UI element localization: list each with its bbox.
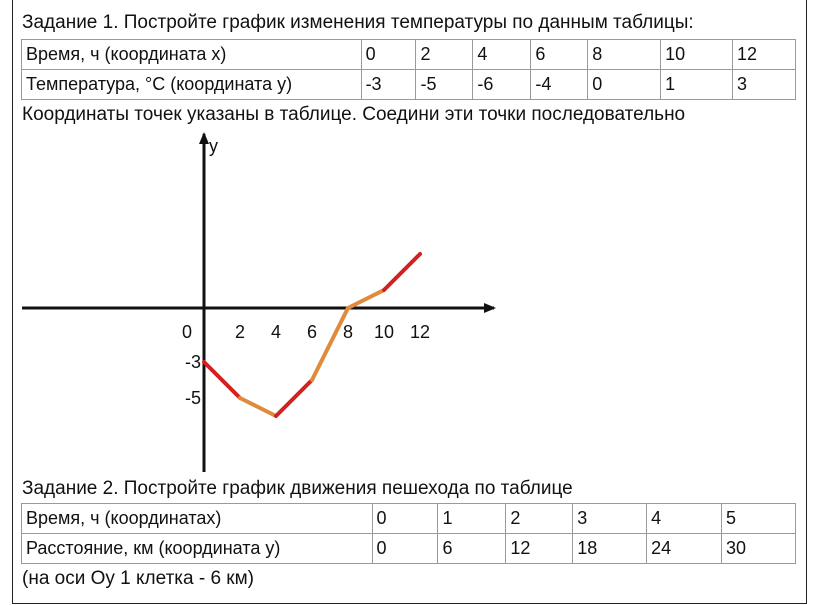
task2-x-cell: 4	[647, 504, 722, 534]
task1-x-cell: 2	[416, 40, 473, 70]
x-tick-label: 12	[409, 322, 431, 342]
task2-x-cell: 1	[438, 504, 506, 534]
line-segment	[276, 380, 312, 416]
task2-row-time-label: Время, ч (координатах)	[22, 504, 373, 534]
task1-row-temperature-label: Температура, °С (координата у)	[22, 70, 362, 100]
line-segment	[204, 362, 240, 398]
task1-x-cell: 0	[361, 40, 416, 70]
task2-y-cell: 24	[647, 534, 722, 564]
task1-y-cell: 1	[661, 70, 733, 100]
line-segment	[348, 290, 384, 308]
y-tick-label: -5	[184, 388, 201, 408]
x-tick-label: 10	[373, 322, 395, 342]
task1-row-time-label: Время, ч (координата х)	[22, 40, 362, 70]
task2-title: Задание 2. Постройте график движения пешехода по таблице	[22, 478, 573, 499]
task2-row-distance-label: Расстояние, км (координата у)	[22, 534, 373, 564]
line-segment	[312, 308, 348, 380]
line-segment	[384, 254, 420, 290]
task1-y-cell: -4	[531, 70, 588, 100]
task2-x-cell: 3	[573, 504, 647, 534]
instruction-text: Координаты точек указаны в таблице. Соедини эти точки последовательно	[22, 104, 686, 125]
task2-x-cell: 2	[506, 504, 573, 534]
x-tick-label: 2	[234, 322, 246, 342]
task2-y-cell: 30	[722, 534, 796, 564]
task2-row-time	[22, 504, 796, 534]
task1-x-cell: 4	[473, 40, 531, 70]
task1-x-cell: 12	[733, 40, 796, 70]
x-tick-labels	[182, 322, 430, 342]
line-segment	[240, 398, 276, 416]
task1-y-cell: -5	[416, 70, 473, 100]
task2-table	[21, 503, 796, 564]
task1-title: Задание 1. Постройте график изменения температуры по данным таблицы:	[22, 12, 694, 33]
y-tick-labels	[185, 352, 201, 408]
task2-y-cell: 18	[573, 534, 647, 564]
task1-x-cell: 8	[588, 40, 661, 70]
y-tick-label: -3	[184, 352, 201, 372]
task1-y-cell: -3	[361, 70, 416, 100]
task2-x-cell: 0	[372, 504, 438, 534]
task2-y-cell: 6	[438, 534, 506, 564]
footnote: (на оси Оу 1 клетка - 6 км)	[22, 568, 255, 589]
y-axis-label: y	[209, 136, 218, 156]
task1-y-cell: 3	[733, 70, 796, 100]
x-tick-label: 6	[306, 322, 318, 342]
task2-y-cell: 12	[506, 534, 573, 564]
task1-x-cell: 10	[661, 40, 733, 70]
task1-x-cell: 6	[531, 40, 588, 70]
task2-x-cell: 5	[722, 504, 796, 534]
task1-y-cell: -6	[473, 70, 531, 100]
task2-row-distance	[22, 534, 796, 564]
x-tick-label: 0	[182, 322, 193, 342]
task2-y-cell: 0	[372, 534, 438, 564]
task1-y-cell: 0	[588, 70, 661, 100]
x-tick-label: 8	[342, 322, 354, 342]
x-tick-label: 4	[270, 322, 282, 342]
